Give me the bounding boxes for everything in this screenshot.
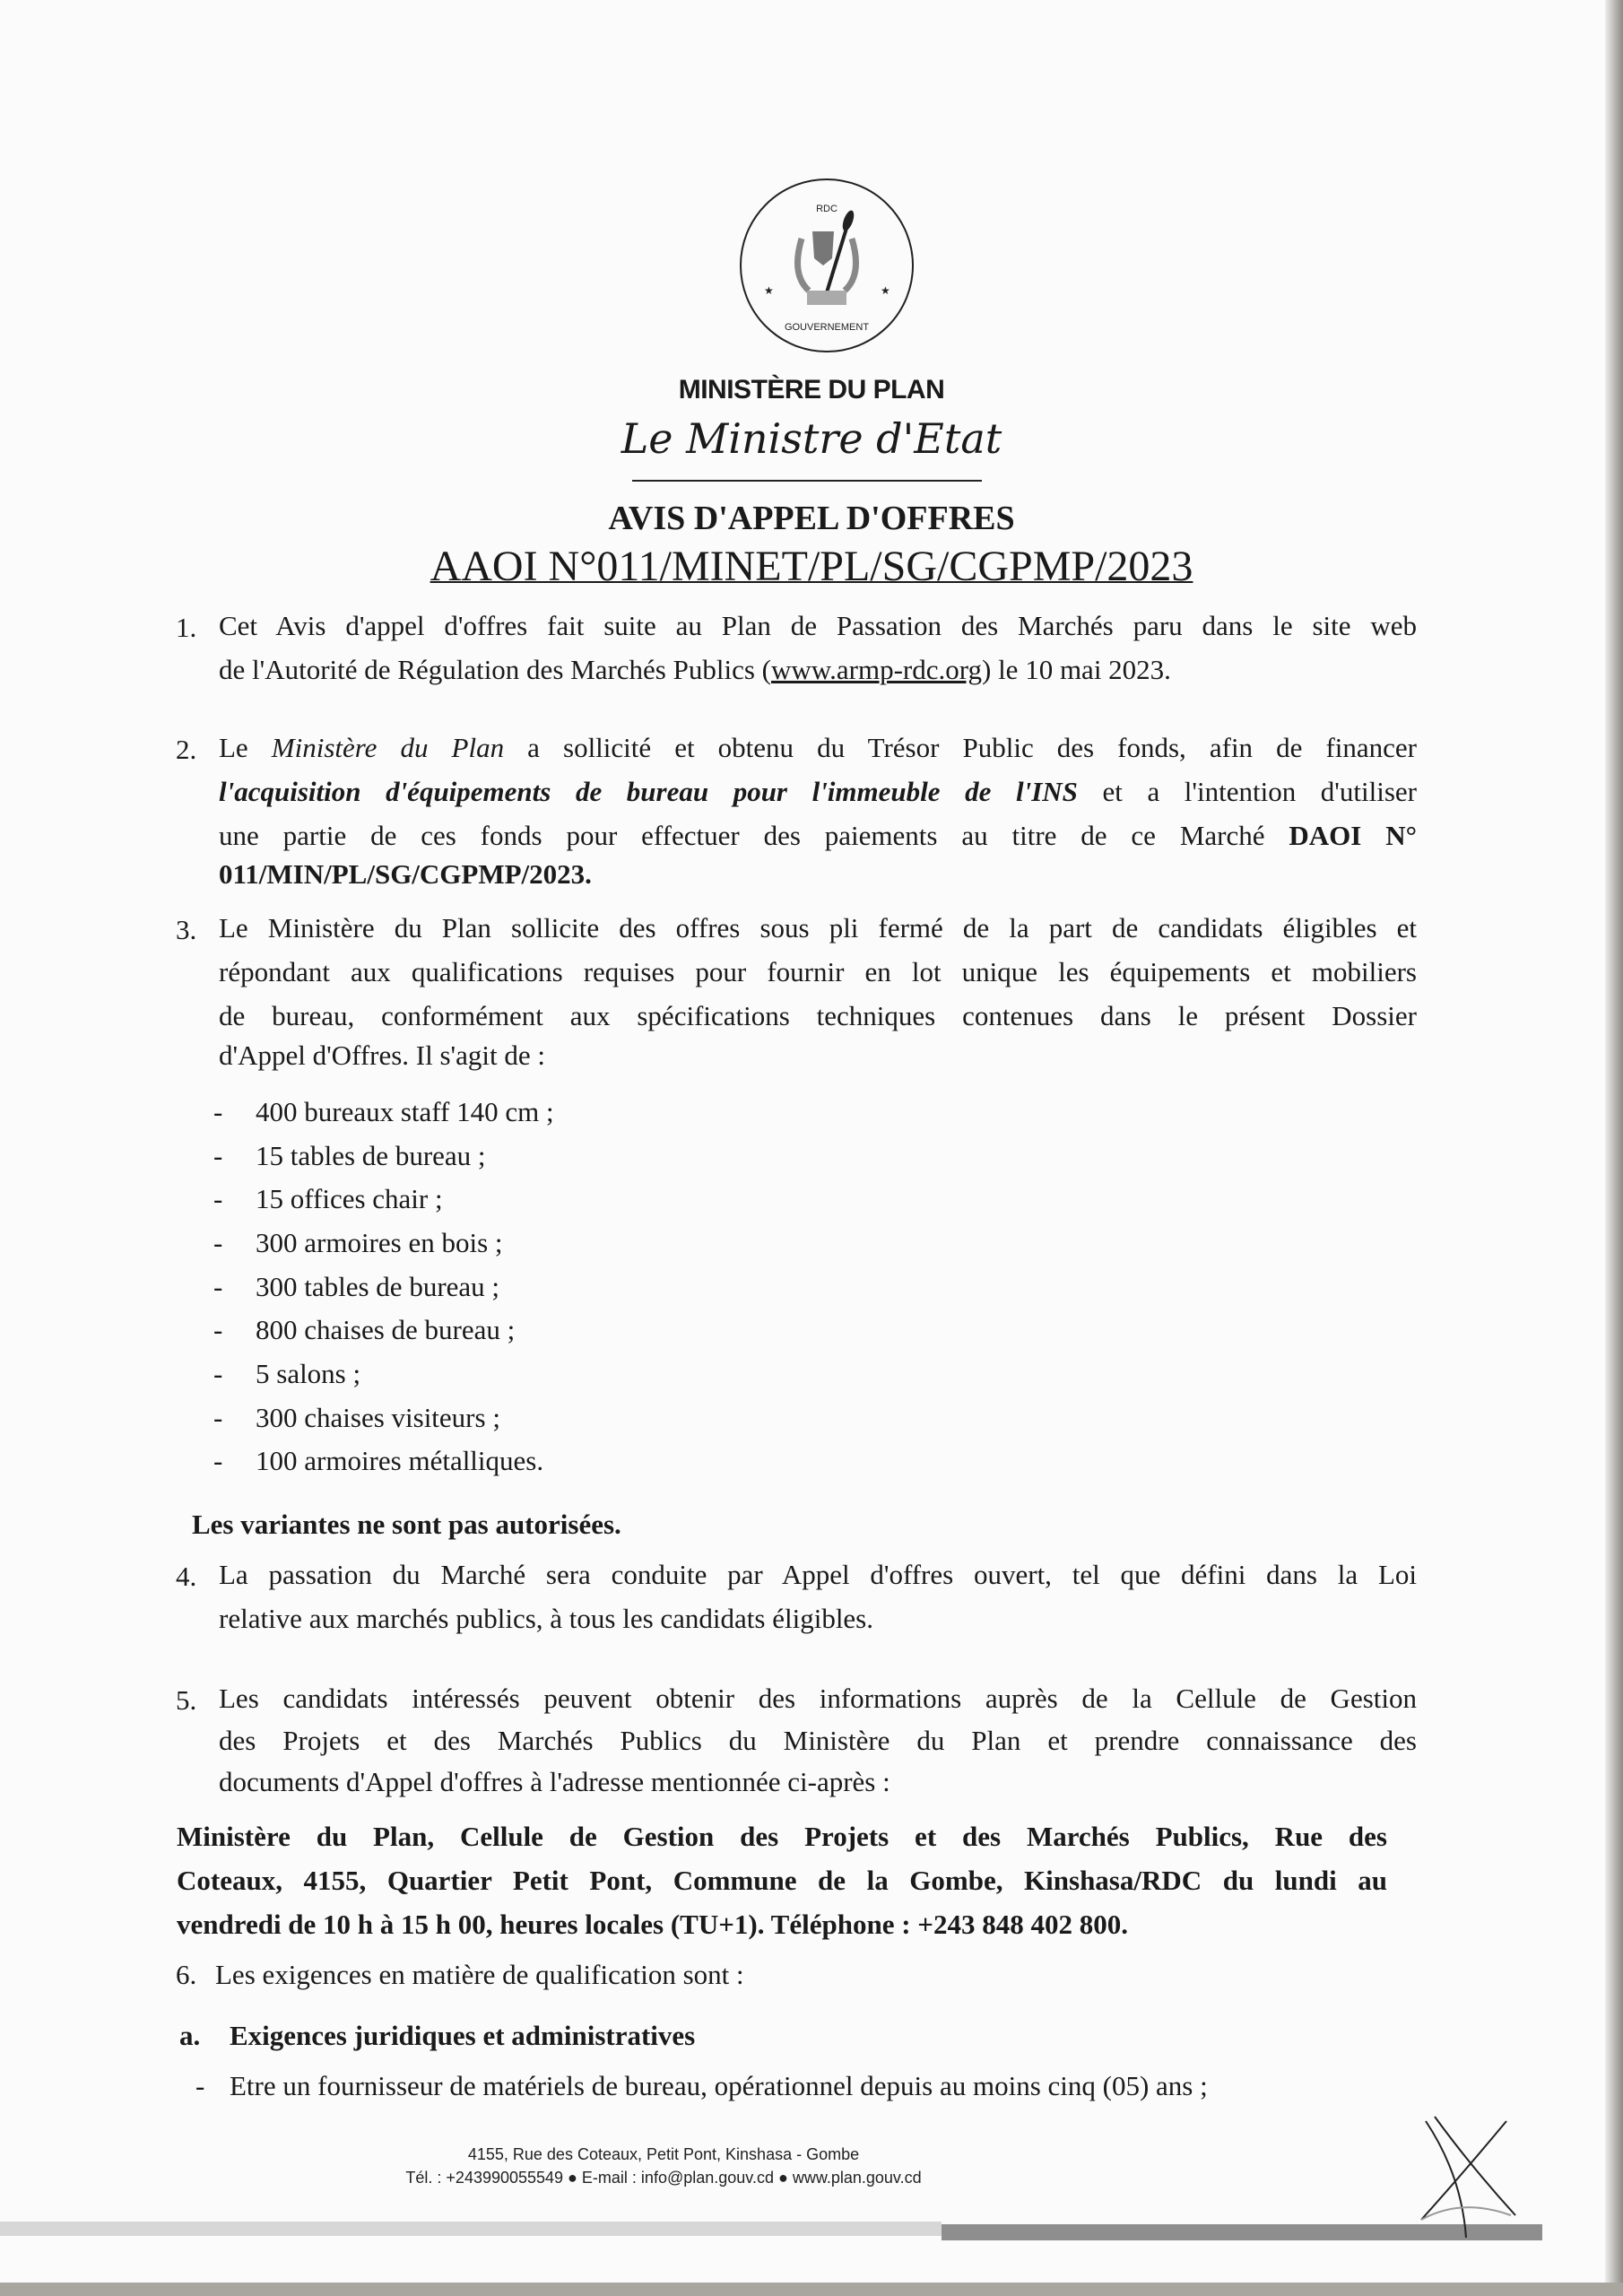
list-bullet: - <box>213 1402 223 1433</box>
header-divider <box>632 480 982 482</box>
text: l'acquisition d'équipements de bureau pour l'immeuble de l'INS <box>219 776 1078 807</box>
reference-text: AAOI N°011/MINET/PL/SG/CGPMP/2023 <box>430 543 1193 590</box>
initials-mark <box>1408 2112 1533 2247</box>
svg-text:RDC: RDC <box>816 204 838 214</box>
list-bullet: - <box>213 1140 223 1171</box>
paragraph-5-line: des Projets et des Marchés Publics du Ministère du Plan et prendre connaissance des <box>219 1725 1417 1756</box>
armp-website-link[interactable]: www.armp-rdc.org <box>770 654 982 685</box>
list-item: 300 chaises visiteurs ; <box>256 1402 500 1433</box>
paragraph-3-line: répondant aux qualifications requises pour fournir en lot unique les équipements et mobiliers <box>219 956 1417 987</box>
paragraph-number: 1. <box>176 612 197 643</box>
paragraph-2-line: 011/MIN/PL/SG/CGPMP/2023. <box>219 858 592 890</box>
paragraph-3-line: de bureau, conformément aux spécifications techniques contenues dans le présent Dossier <box>219 1000 1417 1031</box>
paragraph-2-line <box>219 818 1417 854</box>
svg-text:GOUVERNEMENT: GOUVERNEMENT <box>784 322 870 333</box>
address-line: Ministère du Plan, Cellule de Gestion des Projets et des Marchés Publics, Rue des <box>177 1821 1387 1852</box>
sub-letter: a. <box>179 2020 201 2051</box>
scan-edge-bottom <box>0 2283 1623 2296</box>
address-line: vendredi de 10 h à 15 h 00, heures locales (TU+1). Téléphone : +243 848 402 800. <box>177 1909 1128 1940</box>
paragraph-2-line <box>219 730 1417 766</box>
text: une partie de ces fonds pour effectuer des paiements au titre de ce Marché <box>219 820 1289 851</box>
requirement-item: Etre un fournisseur de matériels de bureau, opérationnel depuis au moins cinq (05) ans ; <box>230 2070 1208 2101</box>
sub-heading: Exigences juridiques et administratives <box>230 2020 696 2051</box>
list-item: 300 tables de bureau ; <box>256 1271 500 1302</box>
paragraph-number: 3. <box>176 914 197 945</box>
paragraph-5-line: documents d'Appel d'offres à l'adresse mentionnée ci-après : <box>219 1766 890 1797</box>
paragraph-4-line: La passation du Marché sera conduite par Appel d'offres ouvert, tel que défini dans la Loi <box>219 1559 1417 1590</box>
text: de l'Autorité de Régulation des Marchés Publics ( <box>219 654 771 685</box>
svg-text:★: ★ <box>764 284 774 297</box>
list-bullet: - <box>213 1096 223 1127</box>
document-title: AVIS D'APPEL D'OFFRES <box>608 500 1015 537</box>
list-bullet: - <box>213 1227 223 1258</box>
minister-title: Le Ministre d'Etat <box>621 414 1002 463</box>
paragraph-number: 6. <box>176 1959 197 1990</box>
scan-edge <box>1605 0 1623 2296</box>
list-item: 100 armoires métalliques. <box>256 1445 544 1476</box>
list-item: 800 chaises de bureau ; <box>256 1314 516 1345</box>
paragraph-number: 5. <box>176 1684 197 1716</box>
footer-address: 4155, Rue des Coteaux, Petit Pont, Kinshasa - Gombe <box>467 2145 860 2163</box>
text: Le <box>219 732 272 763</box>
coat-of-arms-seal <box>737 176 916 355</box>
svg-text:★: ★ <box>881 284 890 297</box>
paragraph-6-text: Les exigences en matière de qualification sont : <box>215 1959 744 1990</box>
paragraph-number: 4. <box>176 1561 197 1592</box>
variants-note: Les variantes ne sont pas autorisées. <box>192 1509 621 1540</box>
paragraph-5-line: Les candidats intéressés peuvent obtenir des informations auprès de la Cellule de Gestion <box>219 1683 1417 1714</box>
paragraph-1-line <box>219 652 1417 688</box>
list-bullet: - <box>213 1314 223 1345</box>
paragraph-number: 2. <box>176 734 197 765</box>
list-bullet: - <box>213 1271 223 1302</box>
footer-contact: Tél. : +243990055549 ● E-mail : info@plan.gouv.cd ● www.plan.gouv.cd <box>405 2169 922 2187</box>
text: ) le 10 mai 2023. <box>982 654 1171 685</box>
list-item: 15 tables de bureau ; <box>256 1140 486 1171</box>
text: DAOI N° <box>1289 820 1417 851</box>
list-bullet: - <box>213 1445 223 1476</box>
list-bullet: - <box>213 1358 223 1389</box>
list-item: 5 salons ; <box>256 1358 361 1389</box>
list-item: 400 bureaux staff 140 cm ; <box>256 1096 554 1127</box>
footer-bar-light <box>0 2222 942 2236</box>
text: a sollicité et obtenu du Trésor Public des fonds, afin de financer <box>504 732 1417 763</box>
paragraph-4-line: relative aux marchés publics, à tous les candidats éligibles. <box>219 1603 873 1634</box>
paragraph-2-line <box>219 774 1417 810</box>
list-item: 15 offices chair ; <box>256 1183 443 1214</box>
paragraph-3-line: Le Ministère du Plan sollicite des offres sous pli fermé de la part de candidats éligibles et <box>219 912 1417 944</box>
paragraph-1-line: Cet Avis d'appel d'offres fait suite au Plan de Passation des Marchés paru dans le site web <box>219 610 1417 641</box>
address-line: Coteaux, 4155, Quartier Petit Pont, Commune de la Gombe, Kinshasa/RDC du lundi au <box>177 1865 1387 1896</box>
list-bullet: - <box>213 1183 223 1214</box>
text: et a l'intention d'utiliser <box>1077 776 1417 807</box>
list-bullet: - <box>195 2070 205 2101</box>
paragraph-3-line: d'Appel d'Offres. Il s'agit de : <box>219 1039 545 1071</box>
list-item: 300 armoires en bois ; <box>256 1227 503 1258</box>
ministry-name: MINISTÈRE DU PLAN <box>678 375 945 404</box>
reference-number <box>0 542 1623 591</box>
text: Ministère du Plan <box>271 732 505 763</box>
